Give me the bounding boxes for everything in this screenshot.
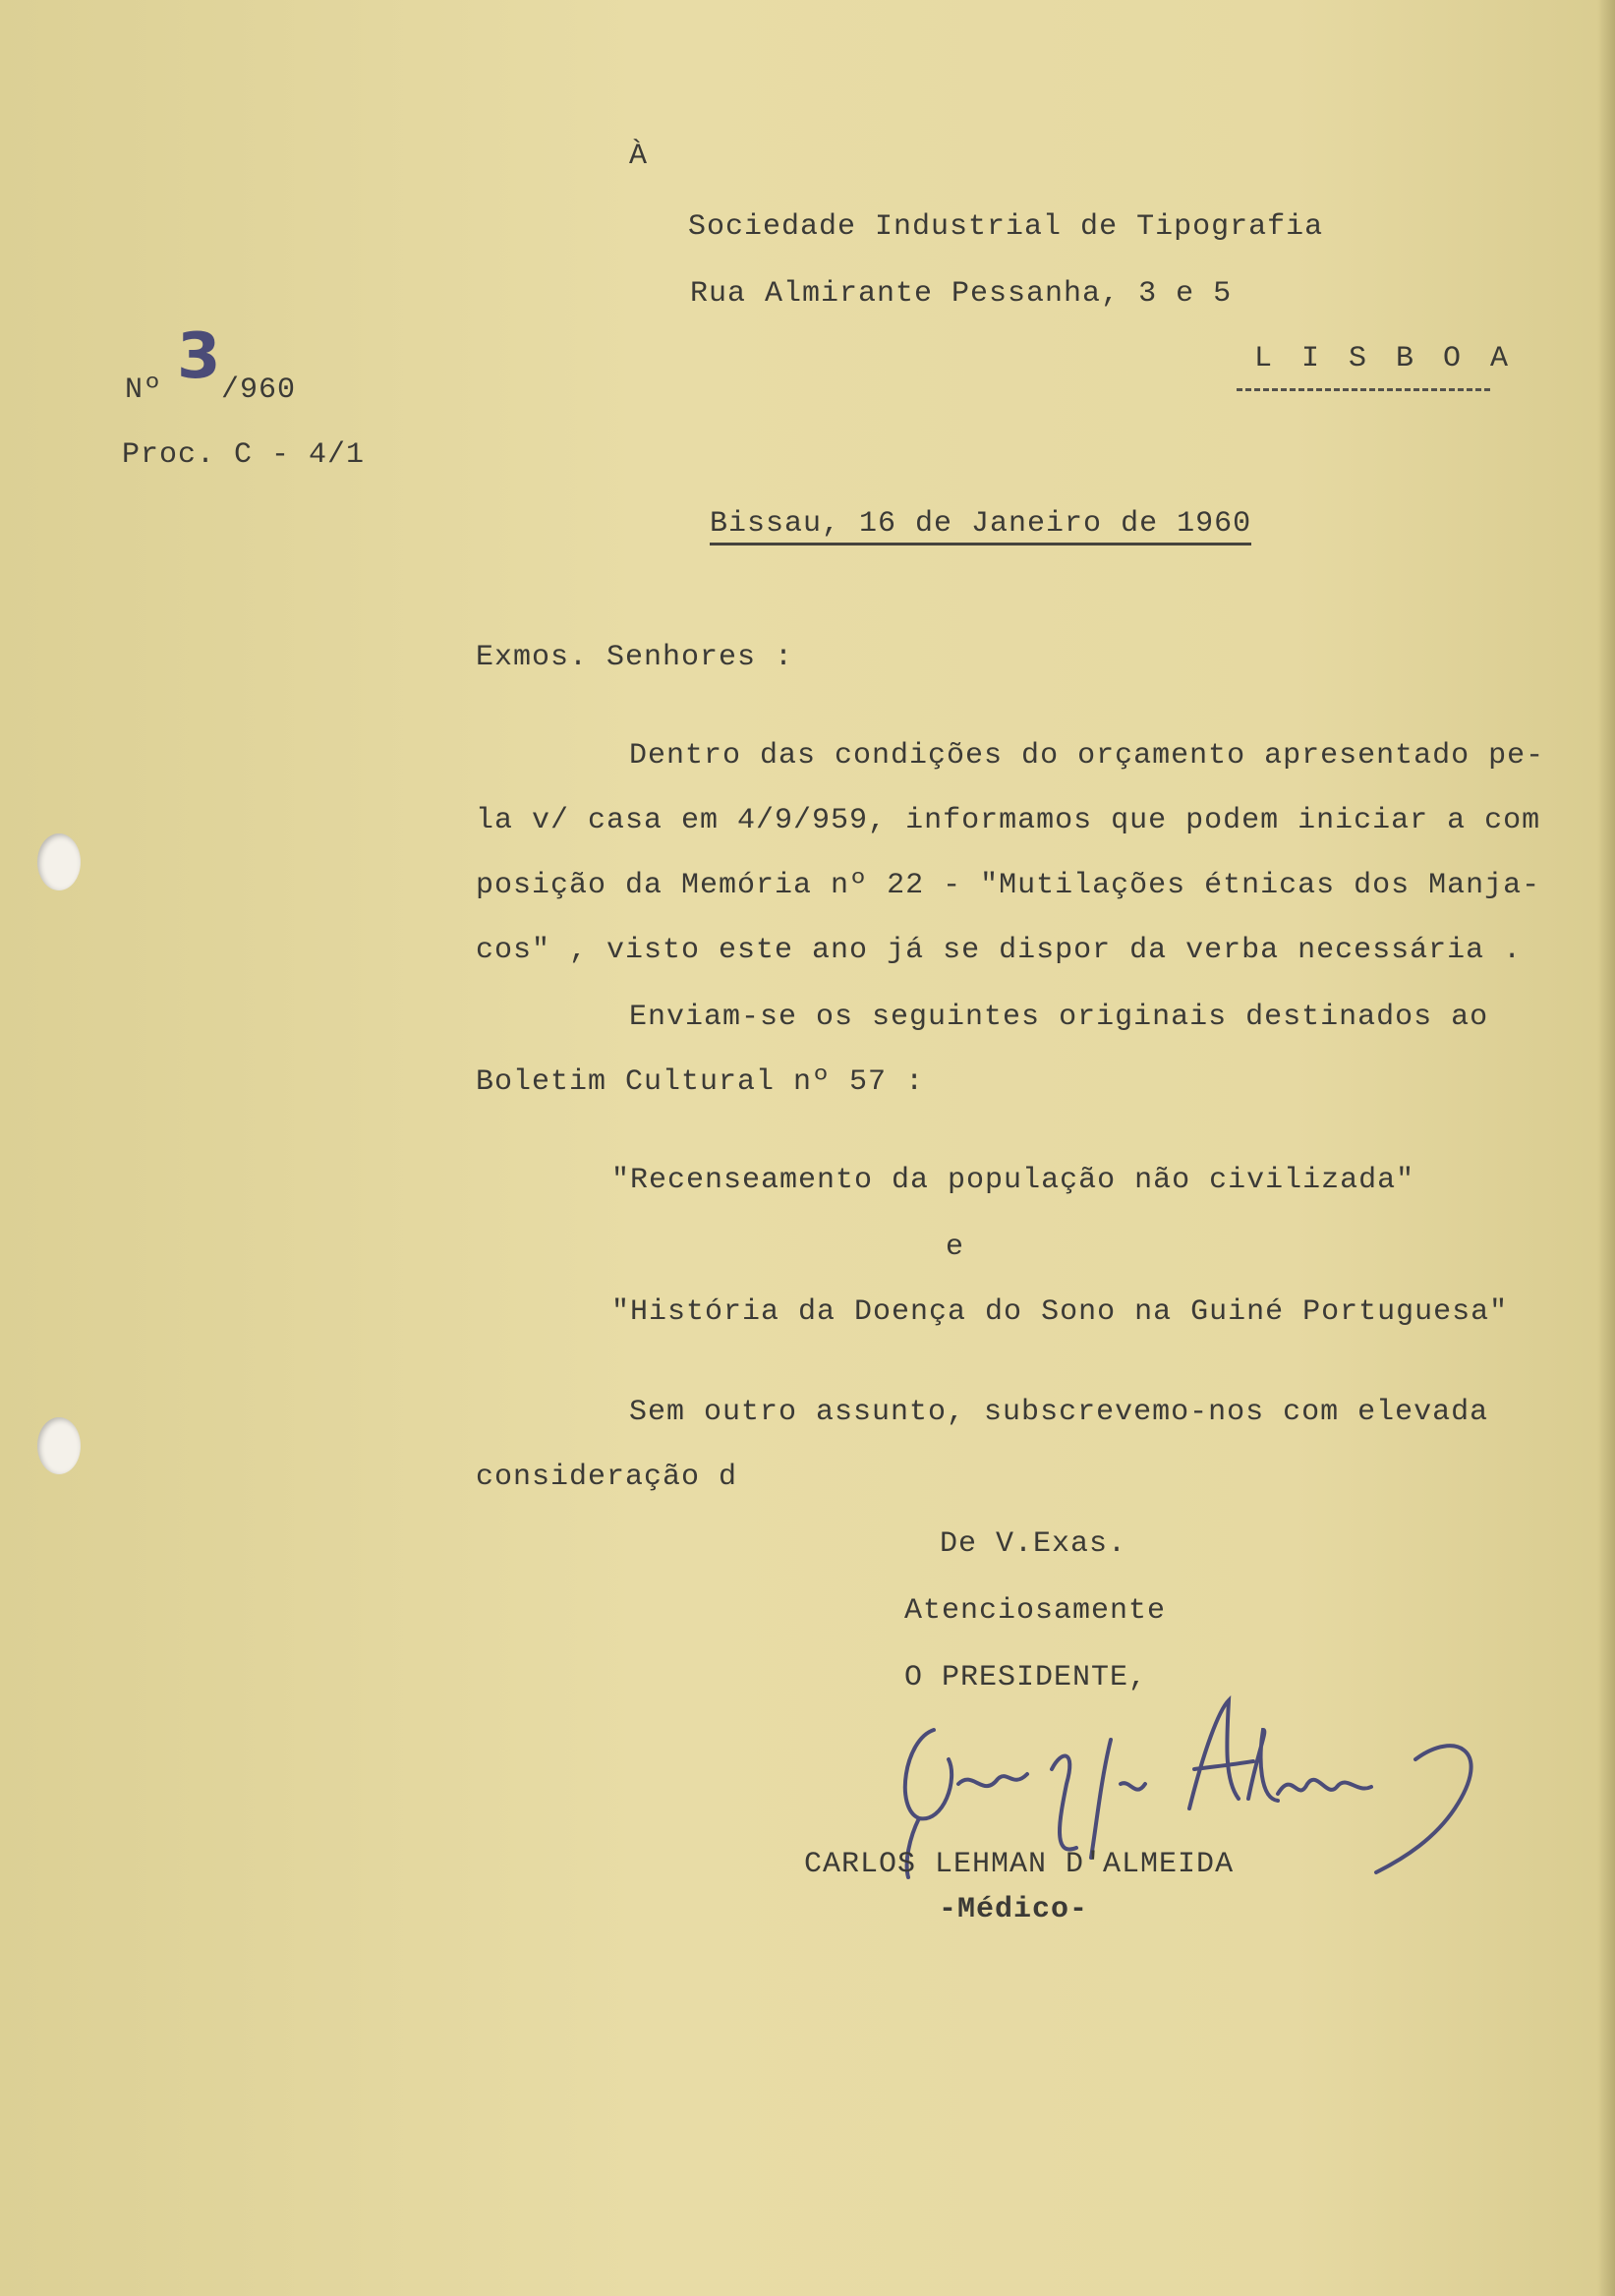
body-line: consideração d: [476, 1461, 738, 1494]
closing-line-1: De V.Exas.: [940, 1527, 1127, 1561]
title-connector: e: [946, 1231, 965, 1264]
letter-date: Bissau, 16 de Janeiro de 1960: [710, 507, 1251, 545]
recipient-prefix: À: [629, 140, 649, 173]
body-line: Boletim Cultural nº 57 :: [476, 1065, 925, 1099]
recipient-city: L I S B O A: [1254, 342, 1515, 375]
recipient-street: Rua Almirante Pessanha, 3 e 5: [690, 277, 1233, 311]
punch-hole-top: [37, 833, 81, 890]
punch-hole-bottom: [37, 1417, 81, 1474]
body-line: Sem outro assunto, subscrevemo-nos com elevada: [629, 1396, 1489, 1429]
publication-title-1: "Recenseamento da população não civilizada": [611, 1164, 1415, 1197]
closing-line-3: O PRESIDENTE,: [904, 1661, 1148, 1694]
page-edge-shadow: [1597, 0, 1615, 2296]
body-line: posição da Memória nº 22 - "Mutilações étnicas dos Manja-: [476, 869, 1541, 902]
signatory-title: -Médico-: [939, 1893, 1089, 1926]
city-underline: [1237, 388, 1490, 395]
closing-line-2: Atenciosamente: [904, 1594, 1167, 1628]
body-line: cos" , visto este ano já se dispor da verba necessária .: [476, 934, 1523, 967]
reference-number-handwritten: 3: [177, 320, 221, 393]
body-line: la v/ casa em 4/9/959, informamos que podem iniciar a com: [476, 804, 1541, 837]
reference-process: Proc. C - 4/1: [122, 438, 366, 472]
reference-number-year: /960: [221, 373, 297, 407]
body-line: Enviam-se os seguintes originais destinados ao: [629, 1001, 1489, 1034]
recipient-name: Sociedade Industrial de Tipografia: [688, 210, 1324, 244]
salutation: Exmos. Senhores :: [476, 641, 794, 674]
signatory-name: CARLOS LEHMAN D'ALMEIDA: [804, 1848, 1235, 1881]
reference-number-label: Nº: [125, 373, 163, 407]
publication-title-2: "História da Doença do Sono na Guiné Portuguesa": [611, 1295, 1509, 1329]
body-line: Dentro das condições do orçamento apresentado pe-: [629, 739, 1545, 773]
